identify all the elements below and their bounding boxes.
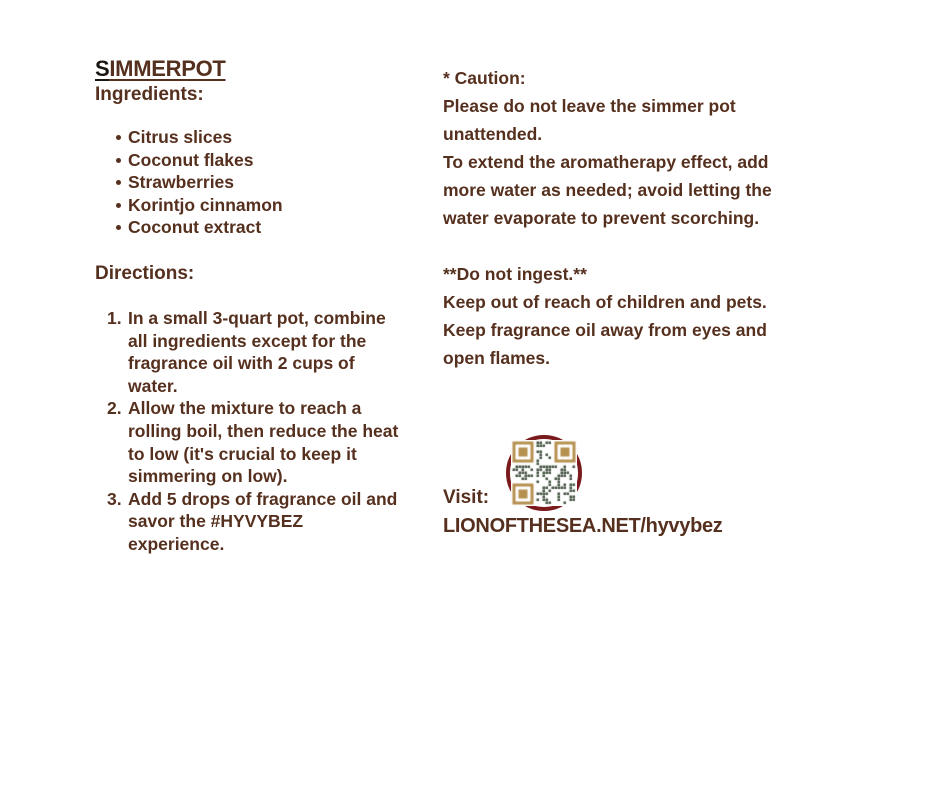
do-not-ingest-warning: **Do not ingest.**	[443, 264, 587, 284]
list-item: Strawberries	[95, 171, 403, 194]
title-rest: IMMERPOT	[109, 56, 226, 81]
page-title	[95, 56, 403, 82]
right-column	[443, 64, 775, 537]
list-item: Add 5 drops of fragrance oil and savor the #HYVYBEZ experience.	[128, 488, 398, 554]
visit-label: Visit:	[443, 487, 490, 508]
qr-code	[505, 434, 583, 512]
qr-code-image	[511, 440, 577, 506]
list-item: Citrus slices	[95, 126, 403, 149]
warning-text: Keep out of reach of children and pets.	[443, 292, 767, 312]
warning-text: Keep fragrance oil away from eyes and open flames.	[443, 320, 767, 368]
list-item: Korintjo cinnamon	[95, 194, 403, 217]
list-item: Coconut flakes	[95, 149, 403, 172]
caution-text: To extend the aromatherapy effect, add more water as needed; avoid letting the water evaporate to prevent scorching.	[443, 152, 772, 228]
caution-text: Please do not leave the simmer pot unattended.	[443, 96, 736, 144]
title-first-letter: S	[95, 56, 110, 81]
caution-heading: * Caution:	[443, 68, 526, 88]
directions-list	[95, 307, 403, 556]
website-url: LIONOFTHESEA.NET/hyvybez	[443, 515, 723, 537]
visit-block	[443, 428, 775, 548]
left-column	[95, 56, 403, 556]
list-item: Allow the mixture to reach a rolling boil, then reduce the heat to low (it's crucial to keep it simmering on low).	[128, 398, 399, 487]
ingredients-heading: Ingredients:	[95, 84, 204, 105]
list-item: Coconut extract	[95, 216, 403, 239]
ingredients-list	[95, 126, 403, 239]
directions-heading: Directions:	[95, 262, 195, 284]
list-item: In a small 3-quart pot, combine all ingredients except for the fragrance oil with 2 cups of water.	[128, 307, 386, 396]
